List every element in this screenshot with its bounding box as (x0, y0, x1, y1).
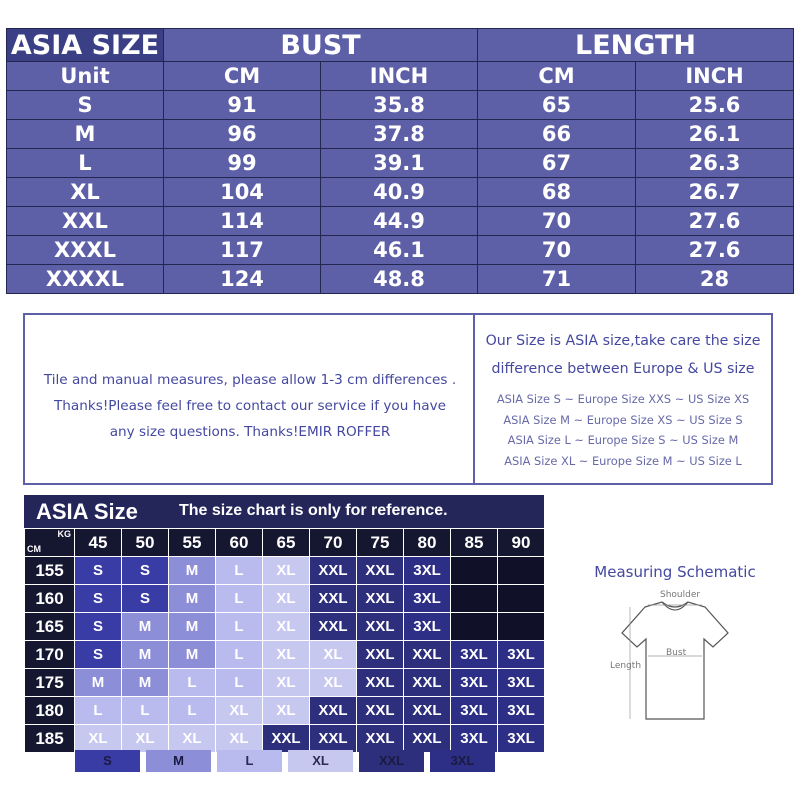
size-recommendation-cell: 3XL (498, 669, 545, 697)
size-recommendation-cell (498, 613, 545, 641)
legend-swatch-xxl: XXL (359, 750, 424, 772)
bust-cm-cell: 114 (164, 207, 321, 236)
height-row (25, 585, 545, 613)
height-label-cell: 180 (25, 697, 75, 725)
weight-header-cell: 60 (216, 529, 263, 557)
size-recommendation-cell: XL (169, 725, 216, 753)
table-row (7, 236, 794, 265)
size-recommendation-cell: XXL (404, 641, 451, 669)
length-cm-cell: 67 (478, 149, 636, 178)
corner-kg-label: KG (57, 529, 71, 539)
chart-reference-note: The size chart is only for reference. (179, 502, 448, 519)
measurement-note-text (25, 367, 475, 445)
bust-label: Bust (666, 648, 687, 658)
size-recommendation-cell: XL (263, 557, 310, 585)
conversion-line: ASIA Size XL ~ Europe Size M ~ US Size L (504, 453, 742, 468)
conversion-line: ASIA Size M ~ Europe Size XS ~ US Size S (503, 412, 743, 427)
legend-swatch-3xl: 3XL (430, 750, 495, 772)
schematic-title: Measuring Schematic (594, 563, 756, 581)
bust-cm-cell: 91 (164, 91, 321, 120)
length-inch-cell: 28 (636, 265, 794, 294)
chart-title: ASIA Size (36, 499, 138, 524)
unit-bust-inch: INCH (321, 62, 478, 91)
height-row (25, 669, 545, 697)
size-recommendation-cell: XL (122, 725, 169, 753)
size-recommendation-cell: 3XL (404, 585, 451, 613)
size-recommendation-cell: S (122, 557, 169, 585)
chart-header (24, 495, 544, 528)
length-header: LENGTH (478, 29, 794, 62)
bust-inch-cell: 46.1 (321, 236, 478, 265)
unit-row (7, 62, 794, 91)
size-recommendation-cell: XXL (310, 613, 357, 641)
size-recommendation-cell: S (75, 585, 122, 613)
weight-header-cell: 90 (498, 529, 545, 557)
table-row (7, 91, 794, 120)
size-table-header (7, 29, 794, 62)
height-row (25, 697, 545, 725)
size-recommendation-cell: 3XL (451, 641, 498, 669)
size-conversion-note (475, 315, 771, 483)
height-row (25, 557, 545, 585)
length-cm-cell: 71 (478, 265, 636, 294)
weight-header-cell: 50 (122, 529, 169, 557)
unit-bust-cm: CM (164, 62, 321, 91)
size-legend (75, 750, 495, 772)
size-cell: S (7, 91, 164, 120)
legend-swatch-l: L (217, 750, 282, 772)
length-inch-cell: 26.1 (636, 120, 794, 149)
length-inch-cell: 27.6 (636, 207, 794, 236)
size-recommendation-cell (451, 557, 498, 585)
size-recommendation-cell (451, 585, 498, 613)
size-recommendation-cell: XXL (310, 585, 357, 613)
asia-size-header: ASIA SIZE (7, 29, 164, 62)
size-cell: XXXXL (7, 265, 164, 294)
size-recommendation-cell: 3XL (498, 697, 545, 725)
height-label-cell: 155 (25, 557, 75, 585)
measurement-note (25, 315, 475, 483)
size-recommendation-cell: XXL (357, 697, 404, 725)
bust-cm-cell: 99 (164, 149, 321, 178)
size-recommendation-cell: XL (310, 669, 357, 697)
size-recommendation-cell: XXL (357, 585, 404, 613)
size-recommendation-cell: XL (263, 641, 310, 669)
height-row (25, 613, 545, 641)
length-cm-cell: 65 (478, 91, 636, 120)
conversion-line: ASIA Size S ~ Europe Size XXS ~ US Size XS (496, 392, 750, 406)
shoulder-label: Shoulder (660, 590, 701, 600)
bust-cm-cell: 124 (164, 265, 321, 294)
note-line: Thanks!Please feel free to contact our service if you have (54, 398, 446, 414)
size-recommendation-cell: XL (216, 697, 263, 725)
size-recommendation-cell: XL (263, 669, 310, 697)
size-recommendation-cell: 3XL (451, 669, 498, 697)
size-recommendation-cell: 3XL (498, 725, 545, 753)
size-cell: XXXL (7, 236, 164, 265)
size-recommendation-cell: S (122, 585, 169, 613)
size-recommendation-cell: S (75, 613, 122, 641)
corner-cell (25, 529, 75, 557)
size-recommendation-cell: XL (263, 585, 310, 613)
size-recommendation-cell: L (216, 669, 263, 697)
size-recommendation-cell: S (75, 641, 122, 669)
size-recommendation-cell: XXL (404, 725, 451, 753)
note-line: any size questions. Thanks!EMIR ROFFER (109, 424, 391, 440)
length-inch-cell: 26.3 (636, 149, 794, 178)
height-label-cell: 175 (25, 669, 75, 697)
length-cm-cell: 68 (478, 178, 636, 207)
size-cell: XL (7, 178, 164, 207)
size-recommendation-cell: L (169, 697, 216, 725)
size-recommendation-cell: XXL (357, 613, 404, 641)
size-recommendation-cell: XXL (357, 557, 404, 585)
weight-header-cell: 55 (169, 529, 216, 557)
size-recommendation-cell: XXL (357, 641, 404, 669)
size-recommendation-cell: XL (263, 697, 310, 725)
unit-length-cm: CM (478, 62, 636, 91)
height-weight-grid (24, 528, 545, 753)
unit-label: Unit (7, 62, 164, 91)
size-table (6, 28, 794, 294)
size-recommendation-cell: L (216, 613, 263, 641)
size-recommendation-cell (498, 557, 545, 585)
size-recommendation-cell: L (216, 641, 263, 669)
size-recommendation-cell: XXL (310, 697, 357, 725)
size-recommendation-cell: 3XL (498, 641, 545, 669)
legend-swatch-s: S (75, 750, 140, 772)
bust-inch-cell: 35.8 (321, 91, 478, 120)
table-row (7, 149, 794, 178)
conversion-heading (475, 327, 771, 383)
weight-header-cell: 85 (451, 529, 498, 557)
size-recommendation-cell (498, 585, 545, 613)
bust-cm-cell: 104 (164, 178, 321, 207)
weight-header-row (25, 529, 545, 557)
size-recommendation-cell: XXL (357, 669, 404, 697)
size-recommendation-cell: XXL (404, 697, 451, 725)
weight-header-cell: 65 (263, 529, 310, 557)
bust-header: BUST (164, 29, 478, 62)
height-label-cell: 185 (25, 725, 75, 753)
size-recommendation-cell (451, 613, 498, 641)
size-recommendation-cell: 3XL (451, 725, 498, 753)
size-recommendation-cell: M (122, 613, 169, 641)
size-recommendation-cell: XXL (310, 557, 357, 585)
length-label: Length (610, 661, 642, 671)
size-recommendation-cell: M (122, 669, 169, 697)
size-recommendation-cell: M (169, 641, 216, 669)
bust-inch-cell: 37.8 (321, 120, 478, 149)
size-recommendation-cell: S (75, 557, 122, 585)
legend-swatch-xl: XL (288, 750, 353, 772)
conversion-list (475, 389, 771, 471)
size-recommendation-cell: XL (75, 725, 122, 753)
size-recommendation-cell: 3XL (404, 557, 451, 585)
size-recommendation-cell: XL (310, 641, 357, 669)
length-cm-cell: 70 (478, 236, 636, 265)
size-recommendation-cell: L (216, 585, 263, 613)
weight-header-cell: 80 (404, 529, 451, 557)
size-recommendation-cell: M (169, 585, 216, 613)
table-row (7, 265, 794, 294)
size-cell: L (7, 149, 164, 178)
table-row (7, 120, 794, 149)
conversion-heading-line: difference between Europe & US size (491, 361, 755, 377)
bust-inch-cell: 39.1 (321, 149, 478, 178)
length-cm-cell: 66 (478, 120, 636, 149)
size-recommendation-cell: M (169, 613, 216, 641)
conversion-heading-line: Our Size is ASIA size,take care the size (485, 333, 761, 349)
size-recommendation-cell: L (122, 697, 169, 725)
length-inch-cell: 25.6 (636, 91, 794, 120)
size-recommendation-cell: M (75, 669, 122, 697)
size-cell: M (7, 120, 164, 149)
size-recommendation-cell: XXL (357, 725, 404, 753)
bust-cm-cell: 96 (164, 120, 321, 149)
size-recommendation-cell: XXL (263, 725, 310, 753)
height-label-cell: 170 (25, 641, 75, 669)
height-label-cell: 165 (25, 613, 75, 641)
height-row (25, 641, 545, 669)
length-inch-cell: 27.6 (636, 236, 794, 265)
size-recommendation-cell: 3XL (451, 697, 498, 725)
size-recommendation-cell: L (216, 557, 263, 585)
unit-length-inch: INCH (636, 62, 794, 91)
size-recommendation-cell: XL (263, 613, 310, 641)
size-recommendation-cell: L (169, 669, 216, 697)
conversion-line: ASIA Size L ~ Europe Size S ~ US Size M (507, 433, 739, 447)
bust-inch-cell: 48.8 (321, 265, 478, 294)
length-inch-cell: 26.7 (636, 178, 794, 207)
bust-cm-cell: 117 (164, 236, 321, 265)
tshirt-schematic (600, 585, 750, 730)
size-recommendation-cell: M (169, 557, 216, 585)
table-row (7, 207, 794, 236)
size-recommendation-cell: M (122, 641, 169, 669)
weight-header-cell: 70 (310, 529, 357, 557)
size-cell: XXL (7, 207, 164, 236)
length-cm-cell: 70 (478, 207, 636, 236)
note-box (23, 313, 773, 485)
corner-cm-label: CM (27, 544, 41, 554)
weight-header-cell: 75 (357, 529, 404, 557)
size-recommendation-cell: XL (216, 725, 263, 753)
weight-header-cell: 45 (75, 529, 122, 557)
height-weight-chart (24, 495, 544, 748)
legend-swatch-m: M (146, 750, 211, 772)
height-row (25, 725, 545, 753)
bust-inch-cell: 44.9 (321, 207, 478, 236)
height-label-cell: 160 (25, 585, 75, 613)
bust-inch-cell: 40.9 (321, 178, 478, 207)
size-recommendation-cell: XXL (404, 669, 451, 697)
table-row (7, 178, 794, 207)
size-recommendation-cell: 3XL (404, 613, 451, 641)
note-line: Tile and manual measures, please allow 1-3 cm differences . (43, 372, 457, 388)
size-recommendation-cell: L (75, 697, 122, 725)
size-recommendation-cell: XXL (310, 725, 357, 753)
